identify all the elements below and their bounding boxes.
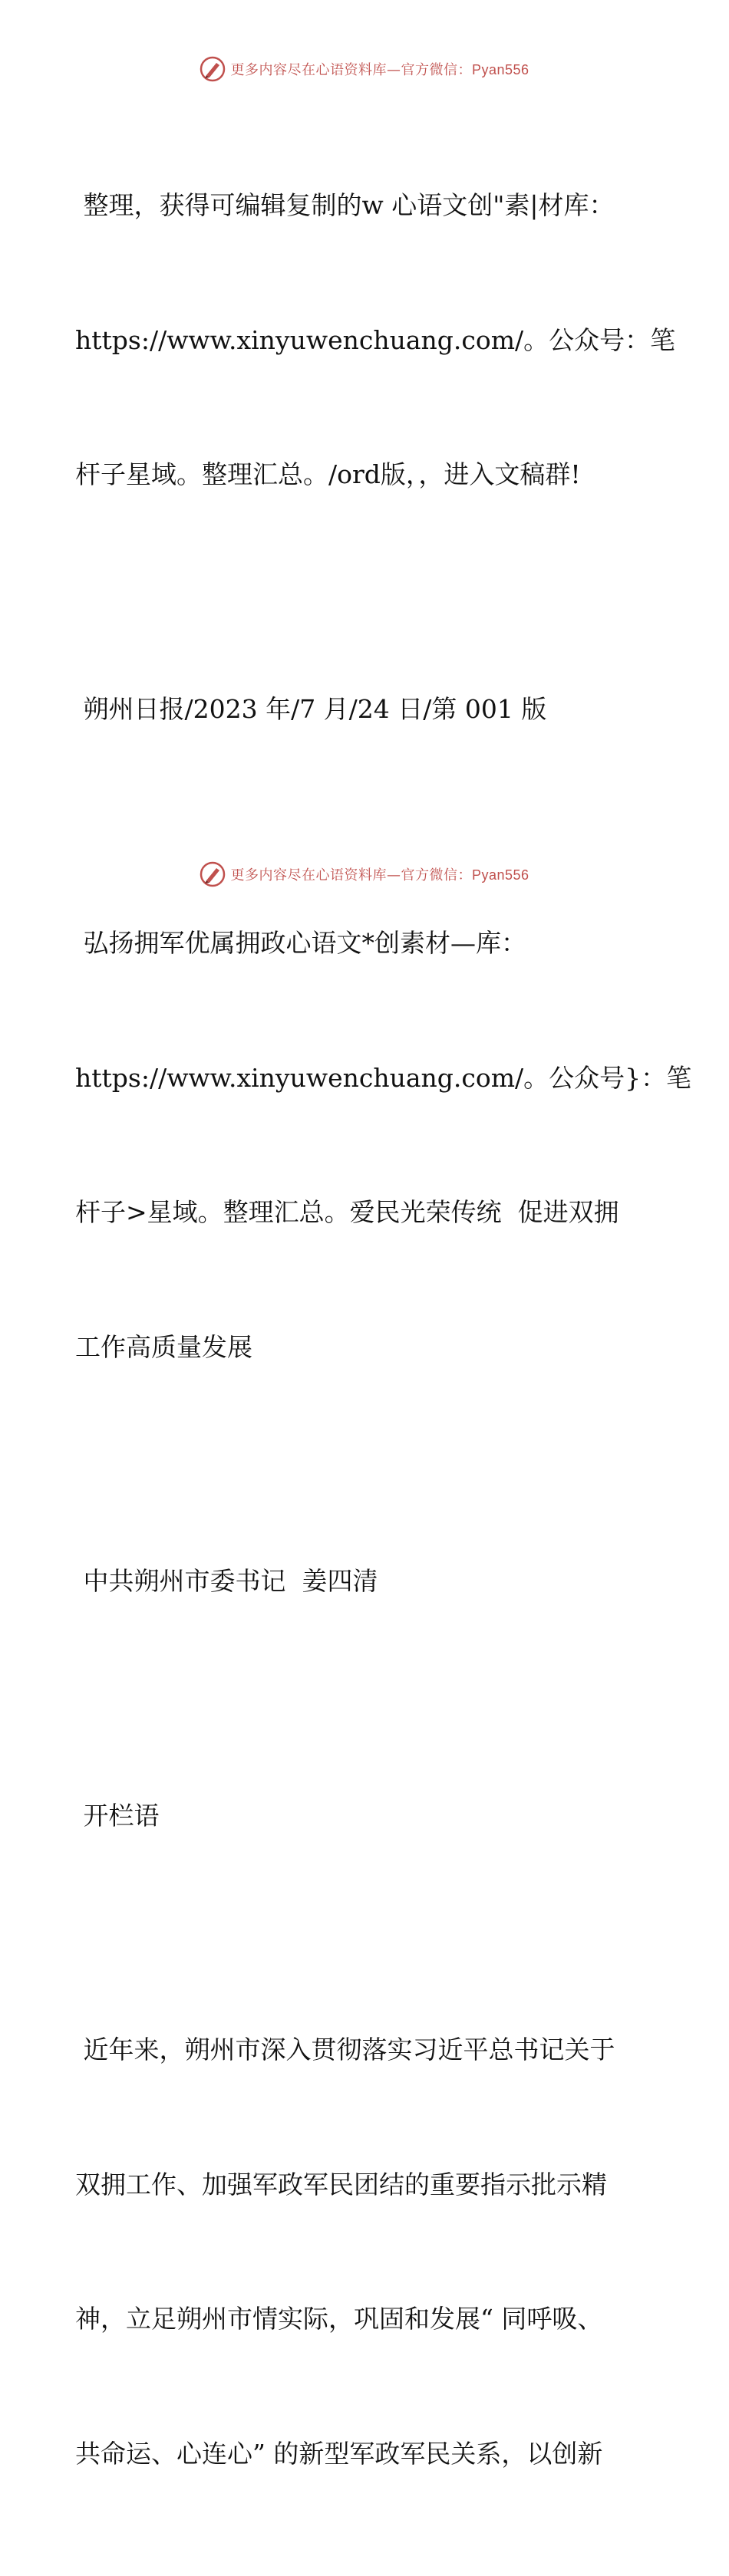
text-line: 工作高质量发展 bbox=[75, 1331, 252, 1362]
header-watermark bbox=[0, 55, 729, 83]
paragraph-title bbox=[75, 831, 692, 1459]
text-line: 杆子>星域。整理汇总。爱民光荣传统 促进双拥 bbox=[75, 1197, 619, 1227]
text-line: 双拥工作、加强军政军民团结的重要指示批示精 bbox=[75, 2169, 607, 2199]
paragraph-source bbox=[75, 597, 658, 822]
header-banner-text: 更多内容尽在心语资料库—官方微信：Pyan556 bbox=[230, 62, 529, 78]
text-line: https://www.xinyuwenchuang.com/。公众号：笔 bbox=[75, 324, 676, 355]
paragraph-intro bbox=[75, 94, 676, 587]
footer-watermark bbox=[0, 860, 729, 888]
text-line: 整理，获得可编辑复制的w 心语文创"素|材库： bbox=[75, 190, 615, 220]
text-line: 弘扬拥军优属拥政心语文*创素材—库： bbox=[75, 928, 526, 958]
text-line: 神，立足朔州市情实际，巩固和发展“ 同呼吸、 bbox=[75, 2304, 603, 2334]
text-line: 中共朔州市委书记 姜四清 bbox=[75, 1566, 378, 1596]
footer-banner-text: 更多内容尽在心语资料库—官方微信：Pyan556 bbox=[230, 867, 529, 883]
paragraph-body bbox=[75, 1938, 658, 2566]
paragraph-column-intro bbox=[75, 1704, 658, 1929]
text-line: 朔州日报/2023 年/7 月/24 日/第 001 版 bbox=[75, 693, 547, 724]
text-line: https://www.xinyuwenchuang.com/。公众号}：笔 bbox=[75, 1062, 692, 1093]
footer-wechat-id: Pyan556 bbox=[471, 867, 529, 883]
header-wechat-id: Pyan556 bbox=[471, 62, 529, 77]
pen-logo-icon bbox=[200, 861, 226, 887]
document-body bbox=[75, 94, 692, 2576]
paragraph-author bbox=[75, 1469, 658, 1694]
text-line: 近年来，朔州市深入贯彻落实习近平总书记关于 bbox=[75, 2035, 615, 2064]
text-line: 杆子星域。整理汇总。/ord版，，进入文稿群! bbox=[75, 459, 581, 489]
pen-logo-icon bbox=[200, 56, 226, 82]
text-line: 开栏语 bbox=[75, 1800, 160, 1831]
text-line: 共命运、心连心” 的新型军政军民关系，以创新 bbox=[75, 2438, 603, 2469]
